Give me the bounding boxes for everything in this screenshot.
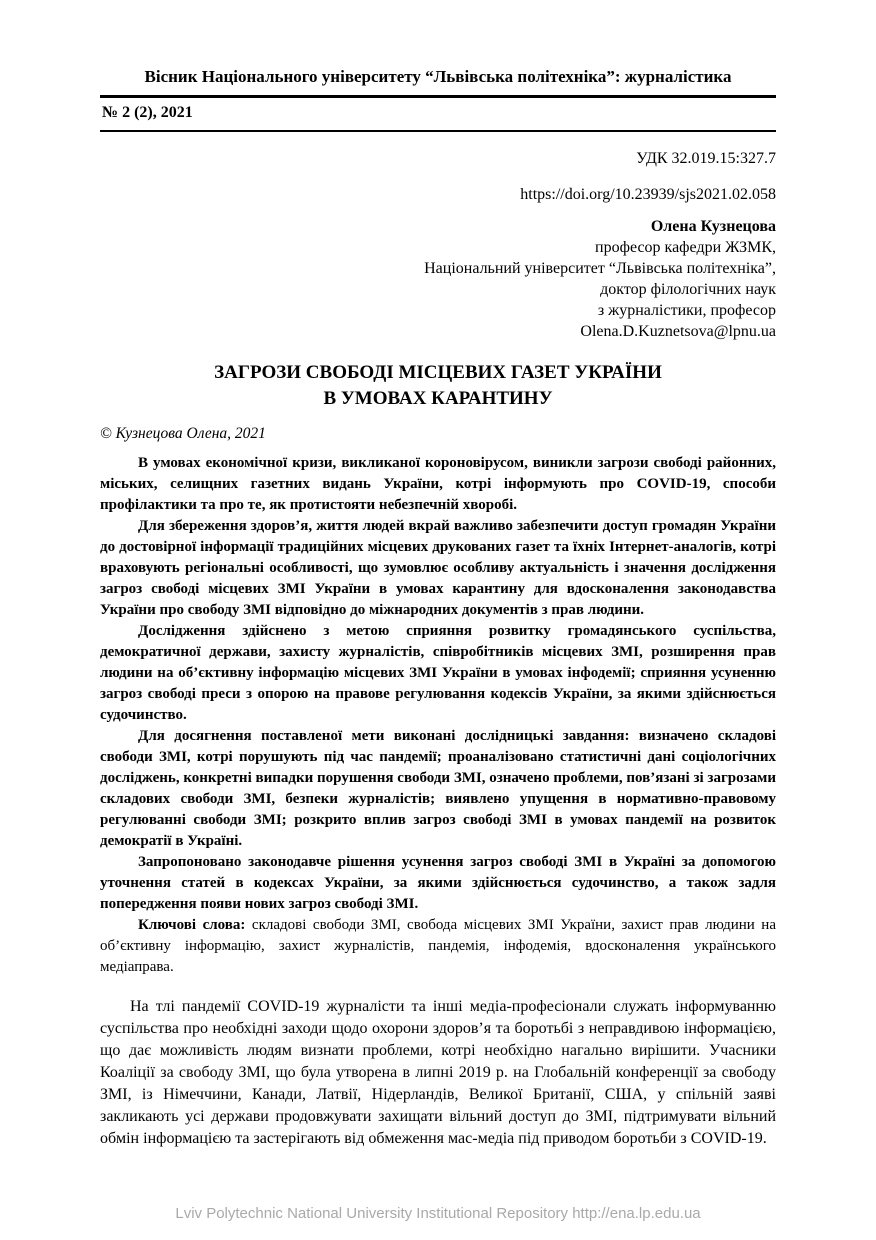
author-block (100, 216, 776, 342)
author-name: Олена Кузнецова (650, 218, 776, 235)
article-title-line1: ЗАГРОЗИ СВОБОДІ МІСЦЕВИХ ГАЗЕТ УКРАЇНИ (214, 362, 662, 383)
copyright-line: © Кузнецова Олена, 2021 (100, 425, 266, 442)
keywords-paragraph (100, 915, 776, 978)
author-email[interactable]: Olena.D.Kuznetsova@lpnu.ua (580, 323, 776, 340)
repository-footer: Lviv Polytechnic National University Institutional Repository http://ena.lp.edu.ua (175, 1205, 701, 1222)
article-meta (100, 150, 776, 204)
journal-header (100, 66, 776, 132)
article-title (100, 360, 776, 412)
journal-issue: № 2 (2), 2021 (102, 104, 193, 121)
abstract-paragraph: В умовах економічної кризи, викликаної короновірусом, виникли загрози свободі районних, міських, селищних газетних видань України, котрі інформують про COVID-19, способи профілактики та про те, як протистояти небезпечній хворобі. (100, 455, 776, 513)
abstract (100, 453, 776, 915)
journal-title: Вісник Національного університету “Львівська політехніка”: журналістика (144, 67, 732, 86)
abstract-paragraph: Для збереження здоров’я, життя людей вкрай важливо забезпечити доступ громадян України до достовірної інформації традиційних місцевих друкованих газет та їхніх Інтернет-аналогів, котрі враховують регіональні особливості, що зумовлює особливу актуальність і значення дослідження загроз свободі місцевих ЗМІ України в умовах карантину для вдосконалення законодавства України про свободу ЗМІ відповідно до міжнародних документів з прав людини. (100, 518, 776, 618)
author-affiliation-line: професор кафедри ЖЗМК, (595, 239, 776, 256)
author-affiliation-line: з журналістики, професор (597, 302, 776, 319)
keywords-text: складові свободи ЗМІ, свобода місцевих ЗМІ України, захист прав людини на об’єктивну інформацію, захист журналістів, пандемія, інфодемія, вдосконалення українського медіаправа. (100, 917, 776, 975)
udc-code: УДК 32.019.15:327.7 (636, 150, 776, 167)
doi-link[interactable]: https://doi.org/10.23939/sjs2021.02.058 (520, 186, 776, 203)
article-title-line2: В УМОВАХ КАРАНТИНУ (323, 388, 553, 409)
abstract-paragraph: Для досягнення поставленої мети виконані дослідницькі завдання: визначено складові свободи ЗМІ, котрі порушують під час пандемії; проаналізовано статистичні дані соціологічних досліджень, конкретні випадки порушення свободи ЗМІ, означено проблеми, пов’язані зі загрозами складових свободи ЗМІ, безпеки журналістів; виявлено упущення в нормативно-правовому регулюванні свободи ЗМІ; розкрито вплив загроз свободі ЗМІ в умовах пандемії на розвиток демократії в Україні. (100, 728, 776, 849)
author-affiliation-line: доктор філологічних наук (600, 281, 776, 298)
abstract-paragraph: Дослідження здійснено з метою сприяння розвитку громадянського суспільства, демократичної держави, захисту журналістів, співробітників місцевих ЗМІ, розширення прав людини на об’єктивну інформацію місцевих ЗМІ України в умовах інфодемії; сприяння усуненню загроз свободі преси з опорою на правове регулювання кодексів України, за якими здійснюється судочинство. (100, 623, 776, 723)
abstract-paragraph: Запропоновано законодавче рішення усунення загроз свободі ЗМІ в Україні за допомогою уточнення статей в кодексах України, за якими здійснюється судочинство, а також задля попередження появи нових загроз свободі ЗМІ. (100, 854, 776, 912)
body-paragraph: На тлі пандемії COVID-19 журналісти та інші медіа-професіонали служать інформуванню суспільства про необхідні заходи щодо охорони здоров’я та боротьбі з неправдивою інформацією, що дає можливість людям визнати проблеми, котрі необхідно нагально вирішити. Учасники Коаліції за свободу ЗМІ, що була утворена в липні 2019 р. на Глобальній конференції за свободу ЗМІ, із Німеччини, Канади, Латвії, Нідерландів, Великої Британії, США, у спільній заяві закликають усі держави продовжувати захищати вільний доступ до ЗМІ, підтримувати вільний обмін інформацією та застерігають від обмеження мас-медіа під приводом боротьби з COVID-19. (100, 998, 776, 1147)
header-rule-thin (100, 130, 776, 132)
keywords-label: Ключові слова: (138, 917, 246, 933)
author-affiliation-line: Національний університет “Львівська політехніка”, (424, 260, 776, 277)
